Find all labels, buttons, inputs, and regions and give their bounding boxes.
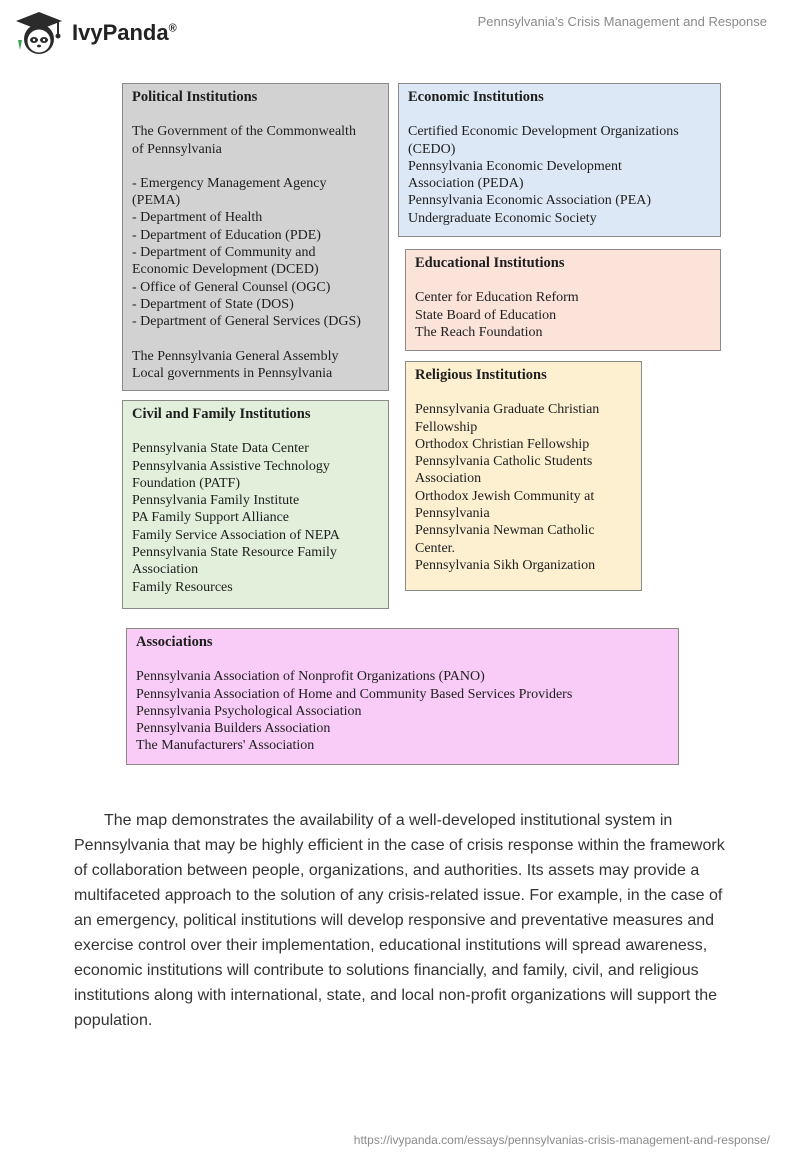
box-line: (CEDO) <box>408 141 456 157</box>
box-title: Associations <box>136 634 213 650</box>
box-line: Pennsylvania Association of Home and Community Based Services Providers <box>136 686 573 702</box>
body-paragraph: The map demonstrates the availability of a well-developed institutional system in Pennsylvania that may be highly efficient in the case of crisis response within the framework of collaboration between people, organizations, and authorities. Its assets may provide a multifaceted approach to the solution of any crisis-related issue. For example, in the case of an emergency, political institutions will develop responsive and preventative measures and exercise control over their implementation, educational institutions will spread awareness, economic institutions will contribute to solutions financially, and family, civil, and religious institutions along with international, state, and local non-profit organizations will support the population. <box>74 812 725 1029</box>
box-title: Educational Institutions <box>415 255 565 271</box>
religious-institutions-box <box>405 361 642 591</box>
box-line: - Department of Health <box>132 210 263 226</box>
box-line: The Pennsylvania General Assembly <box>132 348 339 364</box>
box-line: Economic Development (DCED) <box>132 262 319 278</box>
box-line: State Board of Education <box>415 307 557 323</box>
box-line: Orthodox Christian Fellowship <box>415 436 590 452</box>
line-gap <box>132 158 379 175</box>
box-line: (PEMA) <box>132 193 181 209</box>
registered-mark: ® <box>168 22 177 35</box>
box-lines <box>415 289 711 341</box>
box-line: Foundation (PATF) <box>132 475 241 491</box>
box-line: - Office of General Counsel (OGC) <box>132 279 331 295</box>
brand-name: IvyPanda® <box>72 20 177 45</box>
box-line: - Department of General Services (DGS) <box>132 314 361 330</box>
box-line: The Reach Foundation <box>415 324 543 340</box>
box-line: Pennsylvania Graduate Christian <box>415 402 600 418</box>
box-line: - Emergency Management Agency <box>132 175 327 191</box>
box-line: Association <box>415 471 482 487</box>
box-line: Pennsylvania Builders Association <box>136 721 331 737</box>
box-title: Religious Institutions <box>415 367 547 383</box>
box-line: Pennsylvania Assistive Technology <box>132 458 330 474</box>
box-line: - Department of State (DOS) <box>132 296 294 312</box>
box-line: Pennsylvania Association of Nonprofit Organizations (PANO) <box>136 669 485 685</box>
box-line: Undergraduate Economic Society <box>408 210 597 226</box>
box-title: Civil and Family Institutions <box>132 406 311 422</box>
source-url-link[interactable]: https://ivypanda.com/essays/pennsylvanias-crisis-management-and-response/ <box>353 1133 770 1147</box>
box-lines <box>136 668 669 754</box>
box-line: Association <box>132 562 199 578</box>
box-line: of Pennsylvania <box>132 141 222 157</box>
box-line: Orthodox Jewish Community at <box>415 488 595 504</box>
box-line: Pennsylvania Sikh Organization <box>415 557 596 573</box>
political-institutions-box <box>122 83 389 391</box>
box-lines <box>132 440 379 596</box>
box-line: - Department of Education (PDE) <box>132 227 321 243</box>
box-line: Center for Education Reform <box>415 290 579 306</box>
box-line: Pennsylvania Family Institute <box>132 493 300 509</box>
box-line: Local governments in Pennsylvania <box>132 365 333 381</box>
economic-institutions-box <box>398 83 721 237</box>
box-line: Certified Economic Development Organizations <box>408 124 679 140</box>
box-line: Pennsylvania State Resource Family <box>132 545 337 561</box>
brand-logo[interactable] <box>14 8 177 58</box>
box-line: Pennsylvania <box>415 506 490 522</box>
box-lines <box>415 401 632 574</box>
box-lines <box>408 123 711 227</box>
civil-family-institutions-box <box>122 400 389 609</box>
box-line: PA Family Support Alliance <box>132 510 289 526</box>
box-line: Pennsylvania Economic Development <box>408 158 622 174</box>
box-line: The Government of the Commonwealth <box>132 124 356 140</box>
box-line: Center. <box>415 540 456 556</box>
box-line: Pennsylvania Catholic Students <box>415 454 593 470</box>
box-line: Pennsylvania Newman Catholic <box>415 523 595 539</box>
box-line: Pennsylvania Economic Association (PEA) <box>408 193 652 209</box>
document-title: Pennsylvania's Crisis Management and Response <box>477 14 767 29</box>
panda-graduate-icon <box>14 10 64 56</box>
box-line: Fellowship <box>415 419 478 435</box>
box-line: Family Resources <box>132 579 233 595</box>
line-gap <box>132 331 379 348</box>
box-line: Pennsylvania State Data Center <box>132 441 309 457</box>
box-title: Economic Institutions <box>408 89 544 105</box>
associations-box <box>126 628 679 765</box>
box-lines <box>132 123 379 382</box>
box-line: Family Service Association of NEPA <box>132 527 340 543</box>
box-line: The Manufacturers' Association <box>136 738 315 754</box>
box-title: Political Institutions <box>132 89 258 105</box>
box-line: - Department of Community and <box>132 245 316 261</box>
box-line: Association (PEDA) <box>408 176 524 192</box>
box-line: Pennsylvania Psychological Association <box>136 703 362 719</box>
educational-institutions-box <box>405 249 721 351</box>
